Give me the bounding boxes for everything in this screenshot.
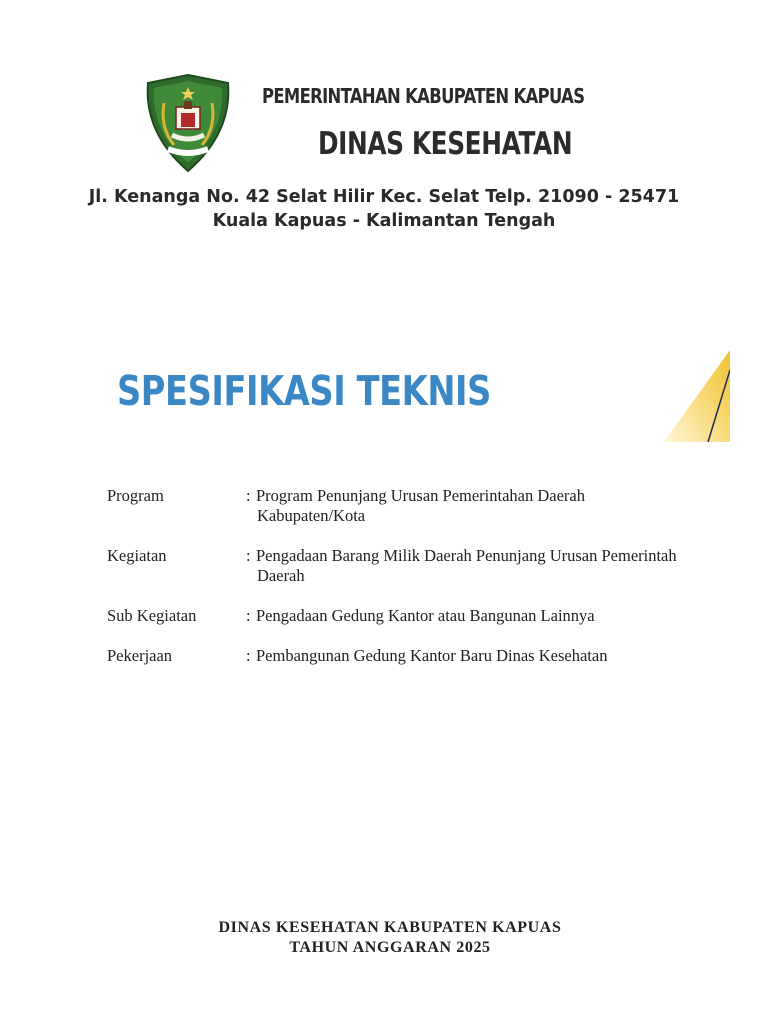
detail-row-kegiatan	[107, 546, 737, 586]
detail-value-text: Program Penunjang Urusan Pemerintahan Daerah	[256, 486, 585, 505]
detail-value	[256, 486, 737, 526]
detail-separator: :	[246, 486, 251, 505]
decorative-stripe-icon	[664, 350, 730, 442]
detail-label: Pekerjaan	[107, 646, 173, 665]
detail-label: Program	[107, 486, 164, 505]
detail-row-pekerjaan	[107, 646, 737, 666]
address-line-2: Kuala Kapuas - Kalimantan Tengah	[212, 211, 556, 231]
detail-value-text: Pengadaan Gedung Kantor atau Bangunan Lainnya	[256, 606, 595, 625]
detail-value	[256, 546, 737, 586]
detail-value-text: Pengadaan Barang Milik Daerah Penunjang Urusan Pemerintah	[256, 546, 677, 565]
kabupaten-kapuas-emblem-icon	[144, 73, 232, 173]
detail-separator: :	[246, 606, 251, 625]
footer-agency: DINAS KESEHATAN KABUPATEN KAPUAS	[218, 919, 562, 936]
document-title: SPESIFIKASI TEKNIS	[117, 367, 491, 415]
detail-row-sub-kegiatan	[107, 606, 737, 626]
government-heading: PEMERINTAHAN KABUPATEN KAPUAS	[262, 84, 585, 108]
detail-separator: :	[246, 546, 251, 565]
footer-fiscal-year: TAHUN ANGGARAN 2025	[289, 939, 491, 956]
detail-value-text: Pembangunan Gedung Kantor Baru Dinas Kesehatan	[256, 646, 608, 665]
agency-heading: DINAS KESEHATAN	[318, 126, 573, 162]
project-details-table	[107, 486, 737, 666]
detail-value	[256, 646, 737, 666]
detail-separator: :	[246, 646, 251, 665]
detail-value-continuation: Daerah	[257, 566, 305, 585]
detail-label: Kegiatan	[107, 546, 167, 565]
address-line-1: Jl. Kenanga No. 42 Selat Hilir Kec. Selat Telp. 21090 - 25471	[88, 187, 680, 207]
detail-value	[256, 606, 737, 626]
detail-label: Sub Kegiatan	[107, 606, 197, 625]
detail-value-continuation: Kabupaten/Kota	[257, 506, 366, 525]
detail-row-program	[107, 486, 737, 526]
